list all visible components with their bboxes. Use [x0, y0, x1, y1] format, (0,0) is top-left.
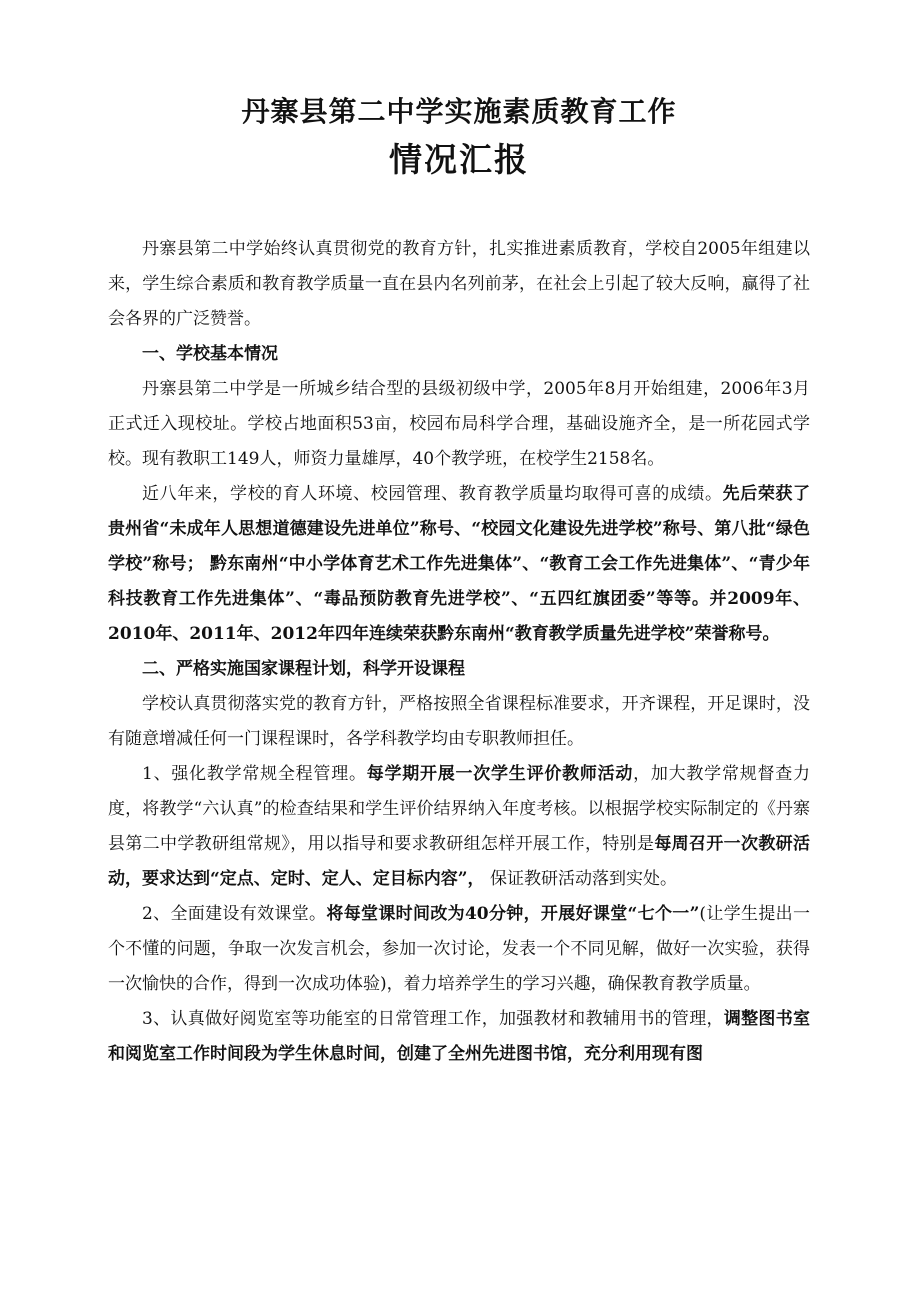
item2-lead: 2、全面建设有效课堂。 — [142, 904, 327, 924]
item1-lead: 1、强化教学常规全程管理。 — [142, 764, 367, 784]
section1-paragraph1: 丹寨县第二中学是一所城乡结合型的县级初级中学，2005年8月开始组建，2006年3月正式迁入现校址。学校占地面积53亩，校园布局科学合理，基础设施齐全，是一所花园式学校。现有教职工149人，师资力量雄厚，40个教学班，在校学生2158名。 — [108, 379, 810, 469]
item1-bold2: 每周召开一次教研活动，要求达到“定点、定时、定人、定目标内容”， — [108, 834, 811, 889]
section2-item3 — [108, 1002, 810, 1072]
section2-item2 — [108, 897, 810, 1002]
item3-bold1: 调整图书室和阅览室工作时间段为学生休息时间，创建了全州先进图书馆，充分利用现有图 — [108, 1009, 810, 1064]
intro-paragraph: 丹寨县第二中学始终认真贯彻党的教育方针，扎实推进素质教育，学校自2005年组建以来，学生综合素质和教育教学质量一直在县内名列前茅，在社会上引起了较大反响，赢得了社会各界的广泛赞誉。 — [108, 239, 810, 329]
section2-item1 — [108, 757, 810, 897]
section1-heading: 一、学校基本情况 — [142, 344, 278, 364]
item1-bold1: 每学期开展一次学生评价教师活动 — [366, 764, 634, 784]
section1-p2-text: 近八年来，学校的育人环境、校园管理、教育教学质量均取得可喜的成绩。 — [142, 484, 723, 504]
item2-text1: (让学生提出一个不懂的问题，争取一次发言机会，参加一次讨论，发表一个不同见解，做好一次实验，获得一次愉快的合作，得到一次成功体验)，着力培养学生的学习兴趣，确保教育教学质量。 — [108, 904, 810, 994]
item2-bold1: 将每堂课时间改为40分钟，开展好课堂“七个一” — [326, 904, 700, 924]
section1-paragraph2 — [108, 477, 810, 652]
item1-text1: ，加大教学常规督查力度，将教学“六认真”的检查结果和学生评价结界纳入年度考核。以根据学校实际制定的《丹寨县第二中学教研组常规》，用以指导和要求教研组怎样开展工作，特别是 — [108, 764, 810, 854]
section2-paragraph1: 学校认真贯彻落实党的教育方针，严格按照全省课程标准要求，开齐课程，开足课时，没有随意增减任何一门课程课时，各学科教学均由专职教师担任。 — [108, 694, 810, 749]
item3-lead: 3、认真做好阅览室等功能室的日常管理工作，加强教材和教辅用书的管理， — [142, 1009, 724, 1029]
section1-p2-honors: 先后荣获了 贵州省“未成年人思想道德建设先进单位”称号、“校园文化建设先进学校”称号、第八批“绿色学校”称号； 黔东南州“中小学体育艺术工作先进集体”、“教育工会工作先进集体”、“青少年科技教育工作先进集体”、“毒品预防教育先进学校”、“五四红旗团委”等等。并2009年、2010年、2011年、2012年四年连续荣获黔东南州“教育教学质量先进学校”荣誉称号。 — [108, 484, 811, 644]
document-title-line2: 情况汇报 — [389, 140, 529, 179]
section2-heading: 二、严格实施国家课程计划，科学开设课程 — [142, 659, 465, 679]
item1-text2: 保证教研活动落到实处。 — [484, 869, 677, 889]
document-title-line1: 丹寨县第二中学实施素质教育工作 — [241, 95, 677, 128]
